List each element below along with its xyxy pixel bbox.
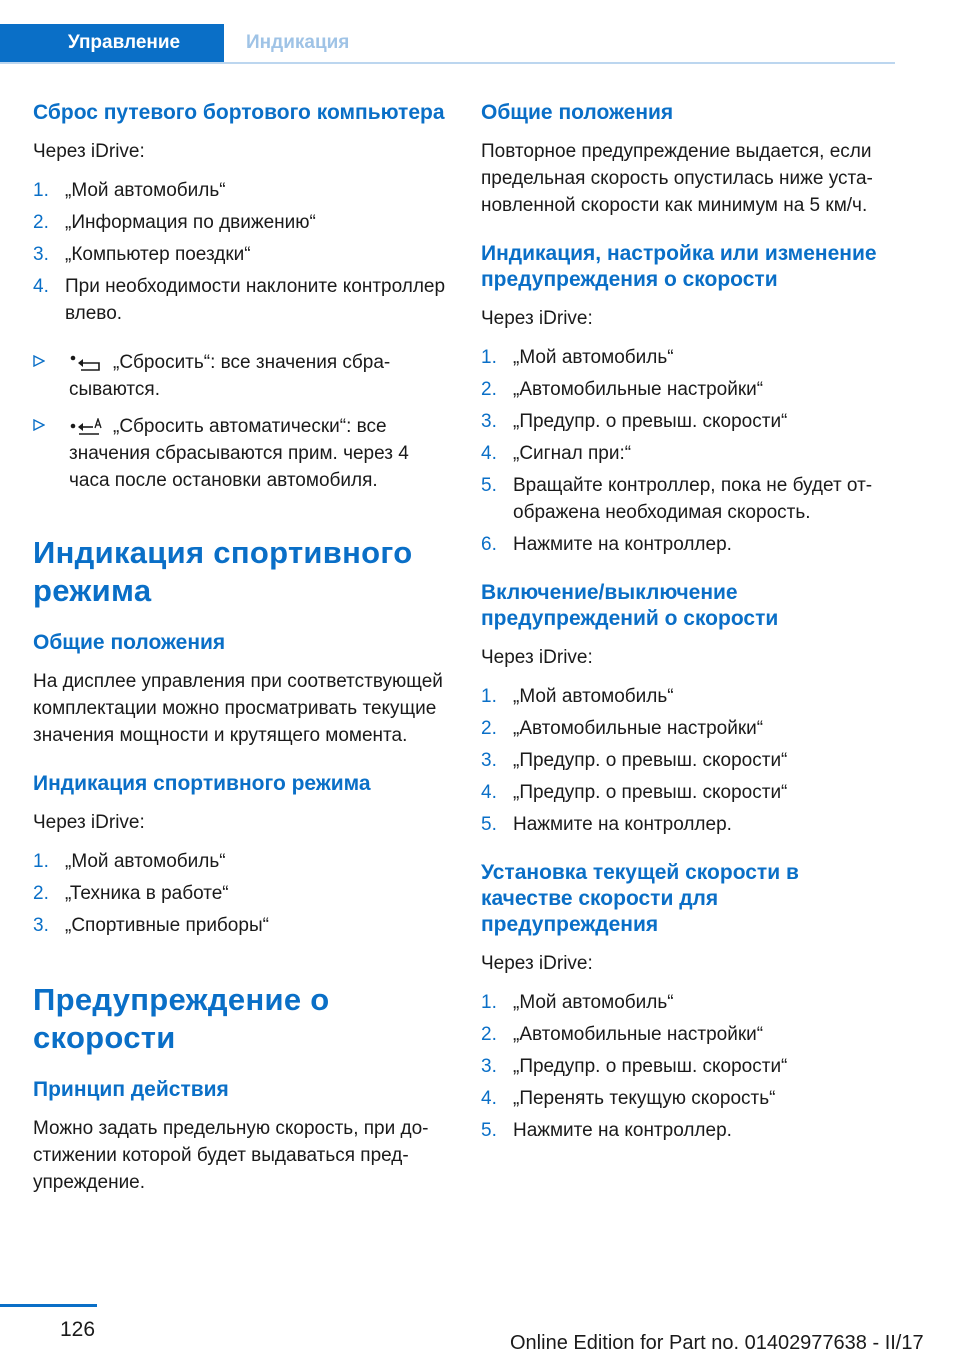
step-text: „Спортивные приборы“ [65, 915, 269, 936]
general-text: На дисплее управления при соответствующей комплектации можно просматривать текущие значения мощности и крутящего момента. [33, 671, 443, 746]
right-column [481, 100, 893, 1166]
step-number: 5. [481, 475, 497, 496]
via-idrive-text: Через iDrive: [33, 141, 145, 162]
step-number: 2. [33, 883, 49, 904]
step-number: 3. [33, 915, 49, 936]
step-number: 5. [481, 1120, 497, 1141]
step-item [481, 344, 893, 371]
step-text: Вращайте контроллер, пока не будет отображена необходимая скорость. [513, 475, 873, 523]
steps-speed-warning-setup [481, 344, 893, 558]
step-number: 2. [481, 1024, 497, 1045]
step-item [33, 209, 453, 236]
step-text: „Мой автомобиль“ [65, 851, 226, 872]
step-item [481, 408, 893, 435]
steps-reset [33, 177, 453, 327]
step-text: „Предупр. о превыш. скорости“ [513, 411, 788, 432]
step-number: 6. [481, 534, 497, 555]
section-title-reset-trip-computer: Сброс путевого бортового компьютера [33, 101, 445, 124]
auto-reset-icon [69, 418, 103, 436]
reset-option-manual [33, 349, 453, 403]
triangle-bullet-icon [33, 419, 45, 431]
steps-sport-display [33, 848, 453, 939]
step-text: „Информация по движению“ [65, 212, 316, 233]
chapter-title-speed-warning: Предупреждение о скорости [33, 982, 330, 1055]
via-idrive-text: Через iDrive: [481, 647, 593, 668]
tab-indication[interactable]: Индикация [246, 32, 350, 53]
step-item [481, 779, 893, 806]
step-number: 2. [33, 212, 49, 233]
step-text: „Компьютер поездки“ [65, 244, 251, 265]
section-title-speed-warning-setup: Индикация, настройка или изменение предупреждения о скорости [481, 242, 877, 291]
step-number: 2. [481, 379, 497, 400]
step-text: „Предупр. о превыш. скорости“ [513, 750, 788, 771]
step-number: 4. [33, 276, 49, 297]
step-item [33, 912, 453, 939]
step-text: Нажмите на контроллер. [513, 534, 732, 555]
section-title-sport-display: Индикация спортивного режима [33, 772, 371, 795]
step-number: 3. [481, 411, 497, 432]
via-idrive-text: Через iDrive: [481, 308, 593, 329]
step-number: 4. [481, 782, 497, 803]
step-item [33, 273, 453, 327]
step-item [33, 880, 453, 907]
step-item [33, 177, 453, 204]
reset-option-auto [33, 413, 453, 494]
section-title-principle: Принцип действия [33, 1078, 229, 1101]
header-bar [0, 24, 895, 64]
principle-text: Можно задать предельную скорость, при достижении которой будет выдаваться предупреждение. [33, 1118, 429, 1193]
step-text: При необходимости наклоните контроллер влево. [65, 276, 446, 324]
triangle-bullet-icon [33, 355, 45, 367]
step-text: Нажмите на контроллер. [513, 814, 732, 835]
step-number: 1. [33, 180, 49, 201]
tab-control[interactable]: Управление [0, 24, 224, 62]
reset-option-auto-text: „Сбросить автоматически“: все значения сбрасываются прим. через 4 часа после остановки автомобиля. [69, 416, 409, 491]
step-number: 3. [33, 244, 49, 265]
step-text: Нажмите на контроллер. [513, 1120, 732, 1141]
step-text: „Предупр. о превыш. скорости“ [513, 782, 788, 803]
page-number: 126 [60, 1318, 96, 1341]
step-text: „Мой автомобиль“ [513, 992, 674, 1013]
step-text: „Мой автомобиль“ [513, 347, 674, 368]
footer-accent-line [0, 1304, 97, 1307]
reset-options [33, 349, 453, 494]
section-title-general-right: Общие положения [481, 101, 674, 124]
step-text: „Мой автомобиль“ [513, 686, 674, 707]
step-number: 5. [481, 814, 497, 835]
reset-option-manual-text: „Сбросить“: все значения сбрасываются. [69, 352, 391, 400]
via-idrive-text: Через iDrive: [481, 953, 593, 974]
step-item [481, 376, 893, 403]
step-number: 1. [33, 851, 49, 872]
via-idrive-text: Через iDrive: [33, 812, 145, 833]
step-item [481, 1021, 893, 1048]
step-number: 2. [481, 718, 497, 739]
section-title-general: Общие положения [33, 631, 226, 654]
step-item [481, 989, 893, 1016]
step-item [481, 1053, 893, 1080]
chapter-title-sport-display: Индикация спортивного режима [33, 535, 413, 608]
step-item [481, 1117, 893, 1144]
step-number: 4. [481, 1088, 497, 1109]
step-item [481, 440, 893, 467]
step-item [481, 715, 893, 742]
section-title-toggle-warnings: Включение/выключение предупреждений о скорости [481, 581, 779, 630]
step-text: „Сигнал при:“ [513, 443, 632, 464]
step-item [481, 1085, 893, 1112]
step-item [481, 531, 893, 558]
step-number: 3. [481, 750, 497, 771]
step-text: „Перенять текущую скорость“ [513, 1088, 776, 1109]
steps-toggle-warnings [481, 683, 893, 838]
step-text: „Автомобильные настройки“ [513, 379, 764, 400]
step-text: „Техника в работе“ [65, 883, 229, 904]
edition-info: Online Edition for Part no. 01402977638 - II/17 [510, 1332, 924, 1354]
step-item [481, 472, 893, 526]
section-title-set-current-speed: Установка текущей скорости в качестве скорости для предупреждения [481, 861, 799, 936]
left-column [33, 100, 453, 1206]
step-number: 3. [481, 1056, 497, 1077]
step-number: 1. [481, 347, 497, 368]
step-text: „Предупр. о превыш. скорости“ [513, 1056, 788, 1077]
step-number: 4. [481, 443, 497, 464]
steps-set-current-speed [481, 989, 893, 1144]
reset-icon [69, 354, 103, 372]
step-number: 1. [481, 686, 497, 707]
step-item [33, 848, 453, 875]
step-text: „Автомобильные настройки“ [513, 718, 764, 739]
step-text: „Мой автомобиль“ [65, 180, 226, 201]
step-text: „Автомобильные настройки“ [513, 1024, 764, 1045]
step-number: 1. [481, 992, 497, 1013]
step-item [481, 683, 893, 710]
general-right-text: Повторное предупреждение выдается, если предельная скорость опустилась ниже установленной скорости как минимум на 5 км/ч. [481, 141, 873, 216]
step-item [481, 747, 893, 774]
step-item [33, 241, 453, 268]
step-item [481, 811, 893, 838]
